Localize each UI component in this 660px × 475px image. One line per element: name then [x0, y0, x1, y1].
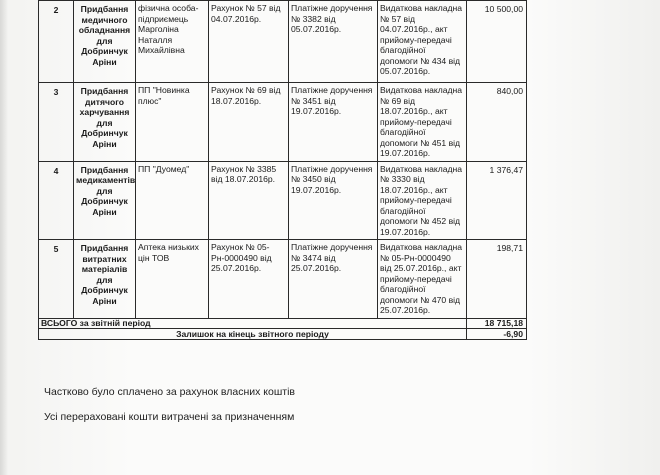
total-label: ВСЬОГО за звітній період [39, 318, 467, 328]
scan-edge-shadow [0, 0, 8, 475]
purpose-cell: Придбання дитячого харчування для Добринчук Аріни [74, 83, 136, 162]
sum-cell: 840,00 [467, 83, 527, 162]
balance-row [39, 328, 527, 339]
waybill-cell: Видаткова накладна № 05-Рн-0000490 від 25.07.2016р., акт прийому-передачі благодійної допомоги № 470 від 25.07.2016р. [378, 240, 467, 319]
invoice-cell: Рахунок № 69 від 18.07.2016р. [209, 83, 289, 162]
row-number: 3 [39, 83, 74, 162]
purpose-cell: Придбання медикаментів для Добринчук Аріни [74, 161, 136, 240]
table-row [39, 161, 527, 240]
supplier-cell: ПП "Дуомед" [136, 161, 209, 240]
waybill-cell: Видаткова накладна № 69 від 18.07.2016р., акт прийому-передачі благодійної допомоги № 451 від 19.07.2016р. [378, 83, 467, 162]
balance-sum: -6,90 [467, 328, 527, 339]
sum-cell: 10 500,00 [467, 1, 527, 83]
total-sum: 18 715,18 [467, 318, 527, 328]
invoice-cell: Рахунок № 57 від 04.07.2016р. [209, 1, 289, 83]
purpose-cell: Придбання медичного обладнання для Добринчук Аріни [74, 1, 136, 83]
row-number: 4 [39, 161, 74, 240]
sum-cell: 1 376,47 [467, 161, 527, 240]
table-row [39, 240, 527, 319]
waybill-cell: Видаткова накладна № 57 від 04.07.2016р., акт прийому-передачі благодійної допомоги № 434 від 05.07.2016р. [378, 1, 467, 83]
supplier-cell: Аптека низьких цін ТОВ [136, 240, 209, 319]
payment-order-cell: Платіжне доручення № 3474 від 25.07.2016р. [289, 240, 378, 319]
sum-cell: 198,71 [467, 240, 527, 319]
invoice-cell: Рахунок № 05-Рн-0000490 від 25.07.2016р. [209, 240, 289, 319]
waybill-cell: Видаткова накладна № 3330 від 18.07.2016р., акт прийому-передачі благодійної допомоги № 452 від 19.07.2016р. [378, 161, 467, 240]
row-number: 5 [39, 240, 74, 319]
invoice-cell: Рахунок № 3385 від 18.07.2016р. [209, 161, 289, 240]
supplier-cell: ПП "Новинка плюс" [136, 83, 209, 162]
balance-label: Залишок на кінець звітного періоду [39, 328, 467, 339]
note-funds-spent: Усі перераховані кошти витрачені за призначенням [44, 411, 295, 423]
note-partial-own-funds: Частково було сплачено за рахунок власних коштів [44, 386, 295, 398]
expense-report-table [38, 0, 527, 340]
total-row [39, 318, 527, 328]
payment-order-cell: Платіжне доручення № 3450 від 19.07.2016р. [289, 161, 378, 240]
payment-order-cell: Платіжне доручення № 3382 від 05.07.2016р. [289, 1, 378, 83]
supplier-cell: фізична особа-підприємець Марголіна Наталля Михайлівна [136, 1, 209, 83]
row-number: 2 [39, 1, 74, 83]
table-row [39, 1, 527, 83]
purpose-cell: Придбання витратних матеріалів для Добринчук Аріни [74, 240, 136, 319]
payment-order-cell: Платіжне доручення № 3451 від 19.07.2016р. [289, 83, 378, 162]
table-row [39, 83, 527, 162]
